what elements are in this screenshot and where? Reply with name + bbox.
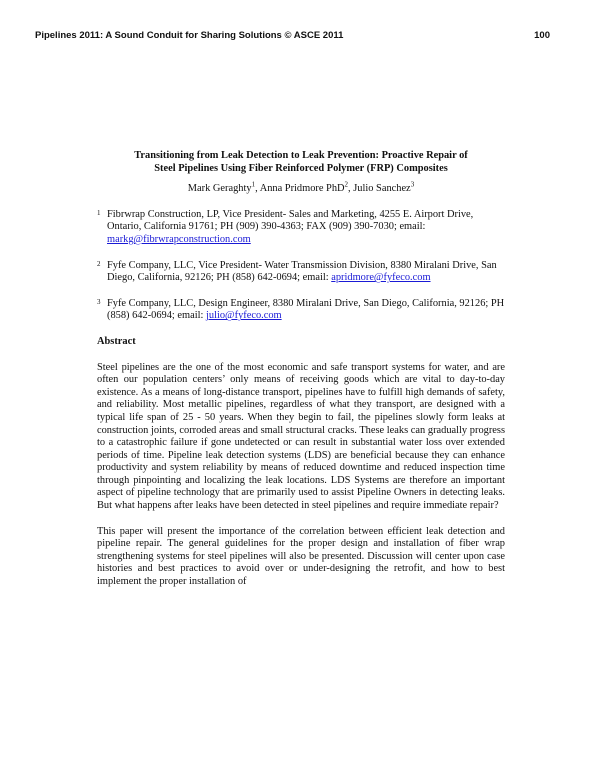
author-sup: 2 bbox=[344, 180, 349, 189]
email-link[interactable]: apridmore@fyfeco.com bbox=[331, 272, 431, 284]
author-name: Julio Sanchez bbox=[353, 183, 411, 195]
affiliation-text: Fyfe Company, LLC, Design Engineer, 8380 Miralani Drive, San Diego, California, 92126; PH (858) 642-0694; email: bbox=[107, 297, 505, 322]
author-name: Mark Geraghty bbox=[187, 183, 252, 195]
affiliation-number: 2 bbox=[97, 259, 101, 268]
abstract-heading: Abstract bbox=[97, 335, 136, 347]
affiliation-3 bbox=[97, 298, 505, 323]
affiliation-number: 1 bbox=[97, 208, 101, 217]
affiliation-text: Fyfe Company, LLC, Vice President- Water Transmission Division, 8380 Miralani Drive, San Diego, California, 92126; PH (858) 642-0694; email: bbox=[107, 259, 497, 284]
header-citation: Pipelines 2011: A Sound Conduit for Sharing Solutions © ASCE 2011 bbox=[35, 30, 344, 41]
page-number: 100 bbox=[534, 30, 550, 41]
paper-body bbox=[97, 150, 505, 589]
title-line-1: Transitioning from Leak Detection to Leak Prevention: Proactive Repair of bbox=[134, 150, 468, 161]
affiliation-2 bbox=[97, 260, 505, 285]
author-list bbox=[97, 180, 505, 196]
paper-title bbox=[97, 150, 505, 175]
affiliation-text: Fibrwrap Construction, LP, Vice President- Sales and Marketing, 4255 E. Airport Drive, Ontario, California 91761; PH (909) 390-4363; FAX (909) 390-7030; email: bbox=[107, 208, 474, 233]
email-link[interactable]: markg@fibrwrapconstruction.com bbox=[107, 233, 251, 245]
running-header bbox=[35, 30, 550, 44]
author-name: Anna Pridmore PhD bbox=[259, 183, 345, 195]
affiliation-number: 3 bbox=[97, 297, 101, 306]
author-sup: 3 bbox=[410, 180, 415, 189]
author-sup: 1 bbox=[251, 180, 256, 189]
author-sep: , bbox=[255, 183, 260, 195]
affiliation-1 bbox=[97, 209, 505, 247]
email-link[interactable]: julio@fyfeco.com bbox=[205, 310, 282, 322]
author-sep: , bbox=[348, 183, 354, 195]
abstract-paragraph-1: Steel pipelines are the one of the most economic and safe transport systems for water, and are often our population centers’ only means of receiving goods which are vital to day-to-day existence. As a means of long-distance transport, pipelines have to fulfill high demands of safety, and reliability. Most metallic pipelines, regardless of what they transport, are designed with a typical life span of 25 - 50 years. When they begin to fail, the pipelines slowly form leaks at construction joints, corroded areas and small structural cracks. These leaks can gradually progress to a catastrophic failure if gone undetected or can result in substantial water loss over extended periods of time. Pipeline leak detection systems (LDS) are beneficial because they can enhance productivity and system reliability by means of reduced downtime and reduced inspection time through pinpointing and localizing the leak locations. LDS Systems are therefore an important aspect of pipeline technology that are primarily used to assist Pipeline Owners in detecting leaks. But what happens after leaks have been detected in steel pipelines and require immediate repair? bbox=[97, 361, 505, 512]
abstract-paragraph-2: This paper will present the importance of the correlation between efficient leak detection and pipeline repair. The general guidelines for the proper design and installation of fiber wrap strengthening systems for steel pipelines will also be presented. Discussion will center upon case histories and best practices to avoid over or under-designing the retrofit, and how to best implement the proper installation of bbox=[97, 525, 505, 588]
title-line-2: Steel Pipelines Using Fiber Reinforced Polymer (FRP) Composites bbox=[154, 162, 448, 174]
